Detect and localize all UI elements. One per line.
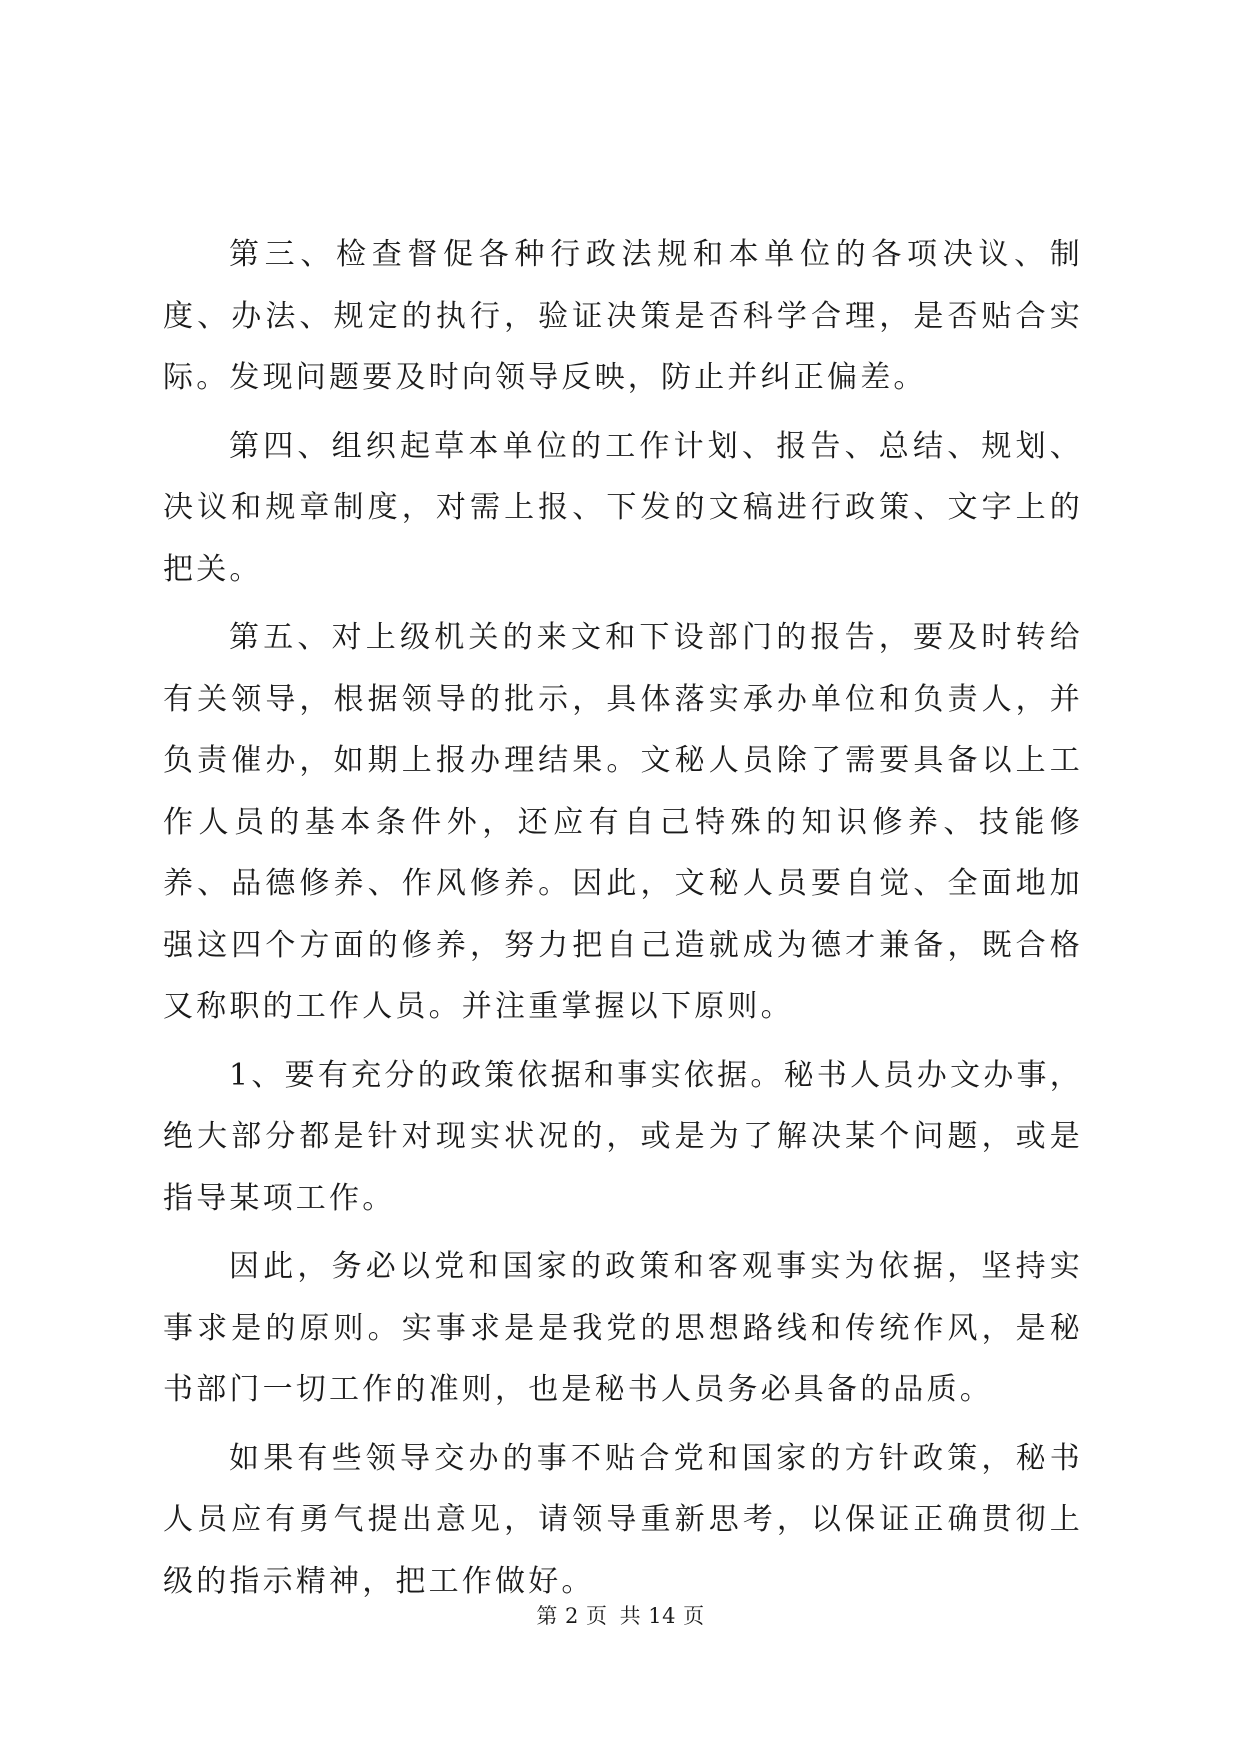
paragraph-4: 1、要有充分的政策依据和事实依据。秘书人员办文办事，绝大部分都是针对现实状况的，或是为了解决某个问题，或是指导某项工作。 <box>163 1057 1083 1216</box>
paragraph-5: 因此，务必以党和国家的政策和客观事实为依据，坚持实事求是的原则。实事求是是我党的思想路线和传统作风，是秘书部门一切工作的准则，也是秘书人员务必具备的品质。 <box>163 1249 1083 1407</box>
page-total-label: 共 14 页 <box>619 1604 705 1628</box>
paragraph-2: 第四、组织起草本单位的工作计划、报告、总结、规划、决议和规章制度，对需上报、下发的文稿进行政策、文字上的把关。 <box>163 428 1083 587</box>
paragraph-1: 第三、检查督促各种行政法规和本单位的各项决议、制度、办法、规定的执行，验证决策是否科学合理，是否贴合实际。发现问题要及时向领导反映，防止并纠正偏差。 <box>163 237 1083 395</box>
document-body <box>163 224 1083 1619</box>
paragraph-3: 第五、对上级机关的来文和下设部门的报告，要及时转给有关领导，根据领导的批示，具体落实承办单位和负责人，并负责催办，如期上报办理结果。文秘人员除了需要具备以上工作人员的基本条件外，还应有自己特殊的知识修养、技能修养、品德修养、作风修养。因此，文秘人员要自觉、全面地加强这四个方面的修养，努力把自己造就成为德才兼备，既合格又称职的工作人员。并注重掌握以下原则。 <box>163 620 1083 1024</box>
paragraph-6: 如果有些领导交办的事不贴合党和国家的方针政策，秘书人员应有勇气提出意见，请领导重新思考，以保证正确贯彻上级的指示精神，把工作做好。 <box>163 1440 1083 1599</box>
page-footer <box>0 1602 1241 1630</box>
page-number-label: 第 2 页 <box>536 1604 608 1628</box>
